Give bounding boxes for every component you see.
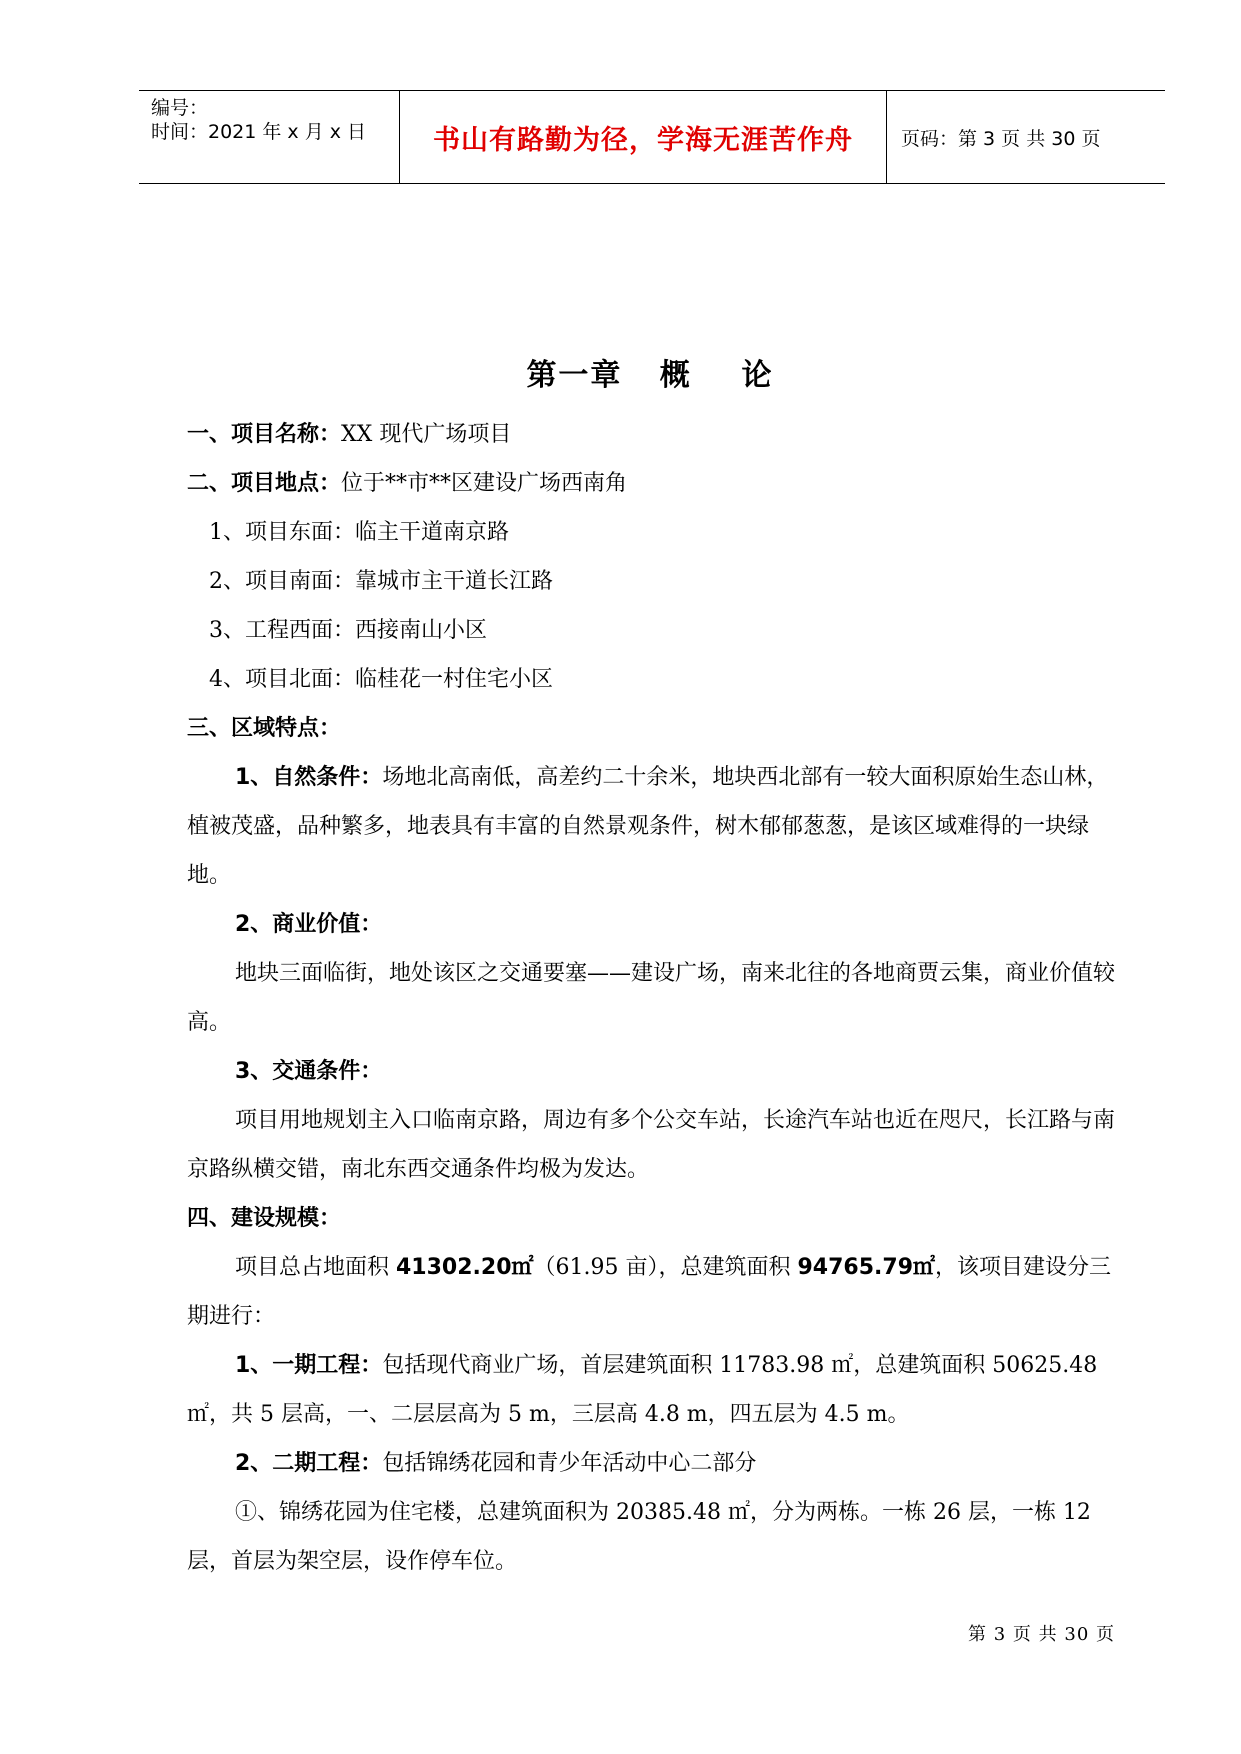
phase-2-label: 2、二期工程： [235,1451,383,1476]
header-page-info: 页码：第 3 页 共 30 页 [901,127,1101,150]
header-motto: 书山有路勤为径，学海无涯苦作舟 [433,124,853,156]
section-1-value: XX 现代广场项目 [341,422,512,447]
header-meta-cell [139,91,400,183]
section-4-text-a: 项目总占地面积 [235,1255,396,1280]
building-area-value: 94765.79㎡ [797,1255,935,1280]
section-4 [187,1194,1117,1243]
phase-1 [187,1341,1117,1439]
section-3-2-text: 地块三面临街，地处该区之交通要塞——建设广场，南来北往的各地商贾云集，商业价值较高。 [187,961,1116,1035]
section-4-text [187,1243,1117,1341]
section-2-value: 位于**市**区建设广场西南角 [341,471,628,496]
section-3-2-label: 2、商业价值： [235,912,383,937]
site-area-value: 41302.20㎡ [396,1255,534,1280]
page-footer: 第 3 页 共 30 页 [968,1624,1115,1645]
phase-2 [187,1439,1117,1488]
section-4-label: 四、建设规模： [187,1206,342,1231]
page-header [139,90,1165,184]
header-motto-cell [400,91,887,183]
document-body [187,410,1117,1586]
section-1 [187,410,1117,459]
chapter-title [0,350,1241,394]
section-3-2-heading [187,900,1117,949]
list-item: 4、项目北面：临桂花一村住宅小区 [209,667,553,692]
phase-2-item-1: ①、锦绣花园为住宅楼，总建筑面积为 20385.48 ㎡，分为两栋。一栋 26 层，一栋 12 层，首层为架空层，设作停车位。 [187,1500,1091,1574]
section-3-3-text: 项目用地规划主入口临南京路，周边有多个公交车站，长途汽车站也近在咫尺，长江路与南京路纵横交错，南北东西交通条件均极为发达。 [187,1108,1116,1182]
section-1-label: 一、项目名称： [187,422,342,447]
section-3-1-text: 场地北高南低，高差约二十余米，地块西北部有一较大面积原始生态山林，植被茂盛，品种繁多，地表具有丰富的自然景观条件，树木郁郁葱葱，是该区域难得的一块绿地。 [187,765,1109,888]
header-page-cell [887,91,1165,183]
section-3-3-heading [187,1047,1117,1096]
section-3-3-label: 3、交通条件： [235,1059,383,1084]
phase-2-text: 包括锦绣花园和青少年活动中心二部分 [382,1451,757,1476]
document-number-label: 编号： [151,97,209,119]
section-3-label: 三、区域特点： [187,716,342,741]
section-4-text-b: （61.95 亩），总建筑面积 [533,1255,798,1280]
phase-1-label: 1、一期工程： [235,1353,383,1378]
list-item: 2、项目南面：靠城市主干道长江路 [209,569,553,594]
phase-1-text: 包括现代商业广场，首层建筑面积 11783.98 ㎡，总建筑面积 50625.48 ㎡，共 5 层高，一、二层层高为 5 m，三层高 4.8 m，四五层为 4.5 m。 [187,1353,1098,1427]
section-3 [187,704,1117,753]
chapter-title-text: 第一章 概 论 [526,358,774,393]
section-3-1-label: 1、自然条件： [235,765,383,790]
list-item: 1、项目东面：临主干道南京路 [209,520,509,545]
document-time-label: 时间：2021 年 x 月 x 日 [151,121,367,143]
list-item: 3、工程西面：西接南山小区 [209,618,487,643]
section-4-text-c: ，该项目建设分三期进行： [187,1255,1112,1329]
section-2 [187,459,1117,508]
section-3-1 [187,753,1117,900]
section-2-label: 二、项目地点： [187,471,342,496]
